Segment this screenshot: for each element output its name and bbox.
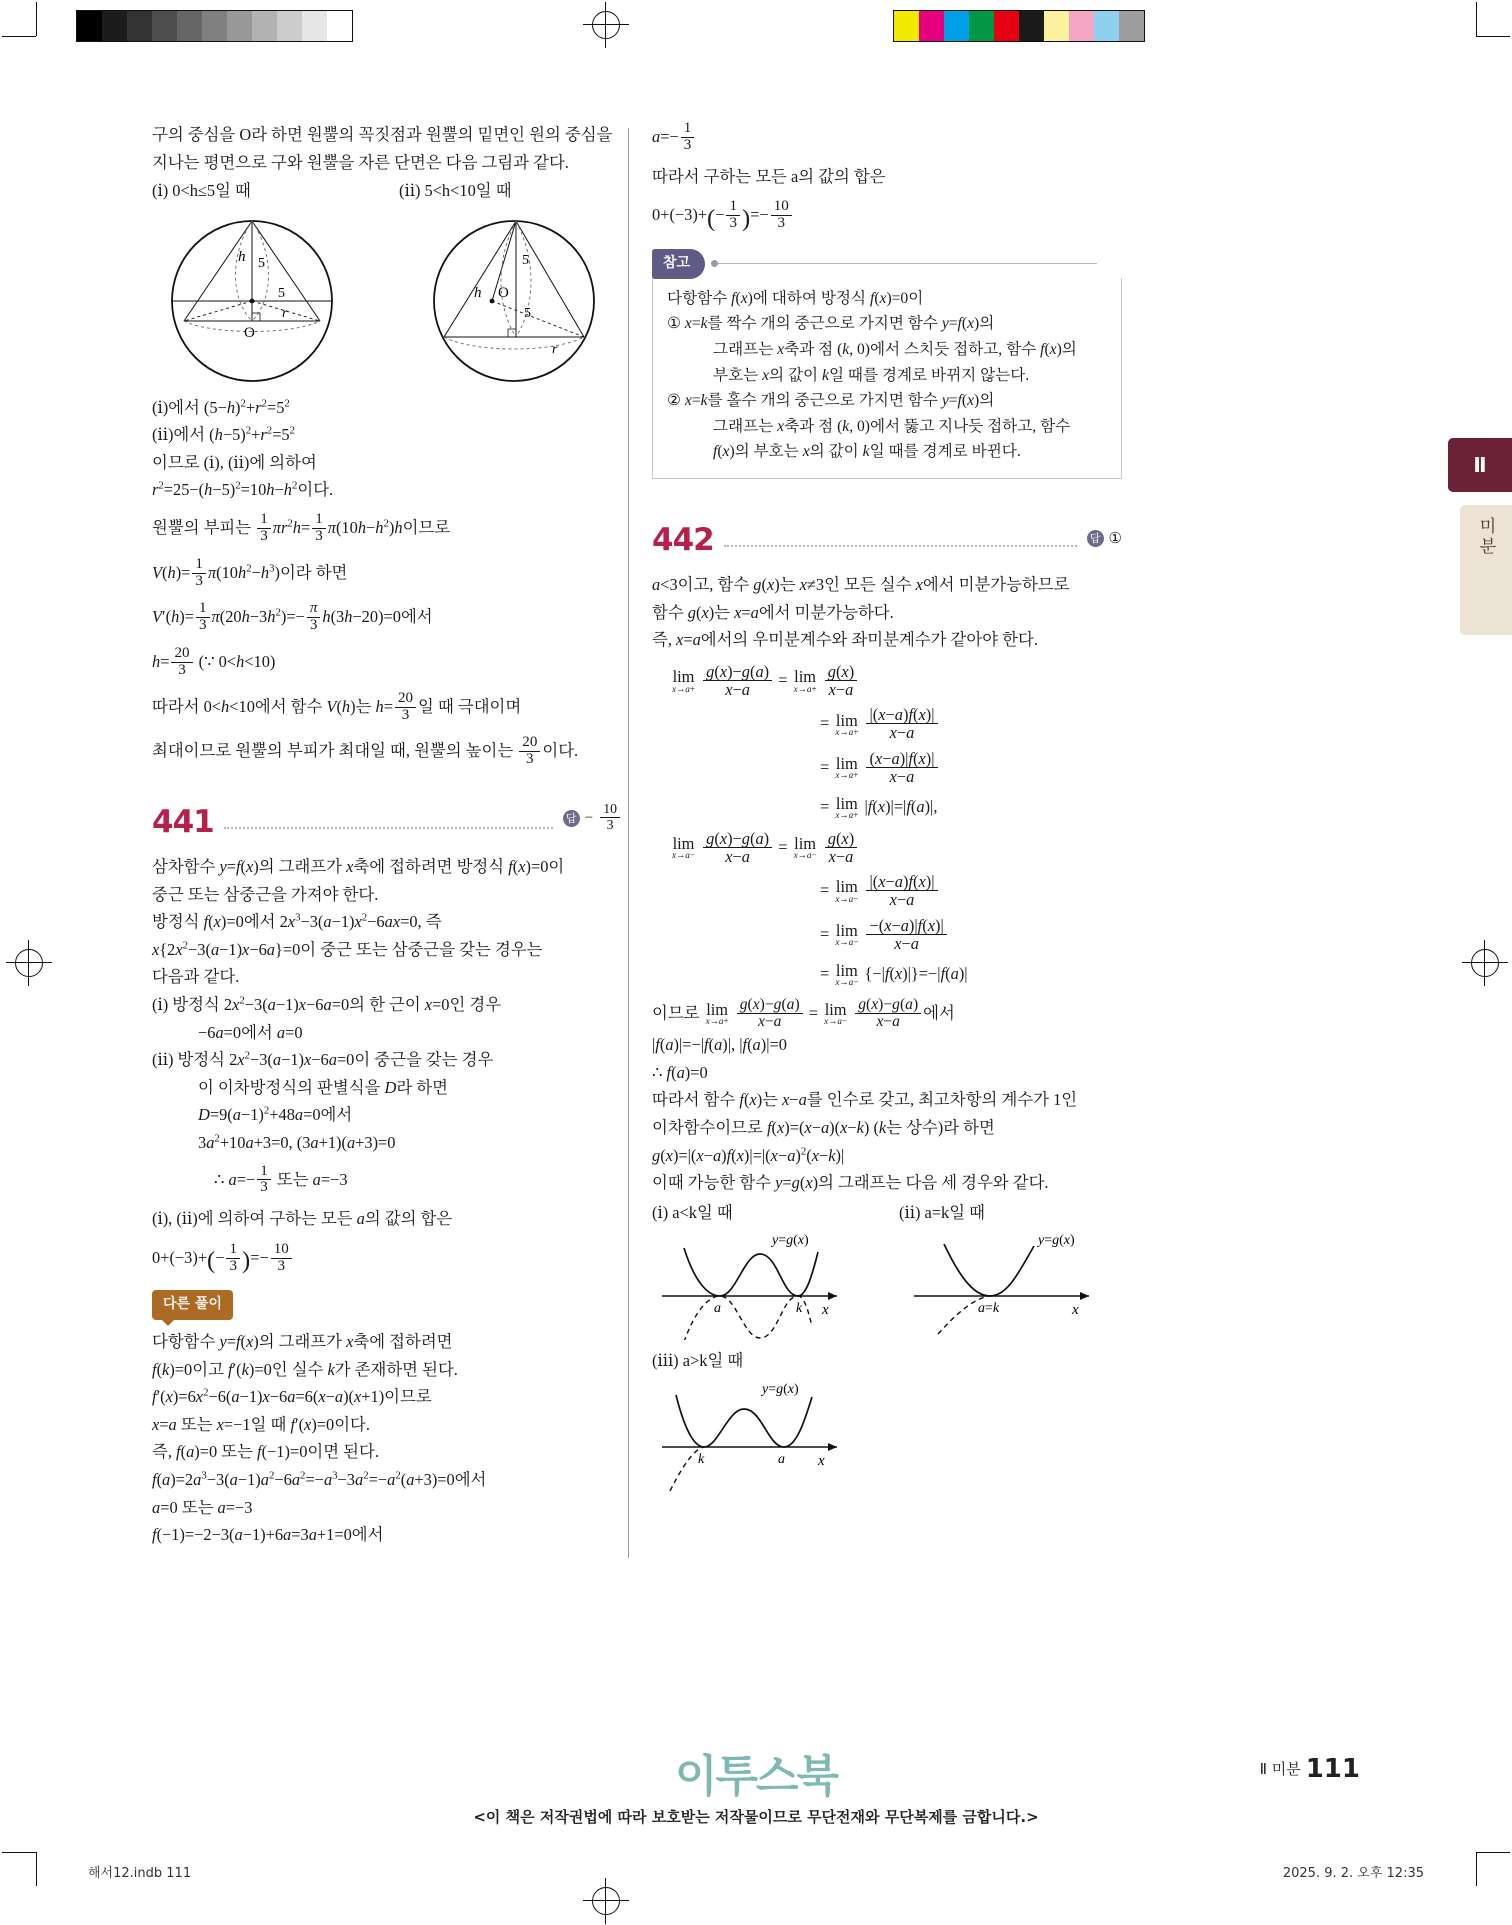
side-tab-chapter [1448, 438, 1512, 492]
tip-item-1-line-3: 부호는 x의 값이 k일 때를 경계로 바뀌지 않는다. [713, 366, 1030, 384]
right-column [652, 122, 1122, 1500]
svg-text:5: 5 [524, 305, 531, 321]
figure-case-ii [404, 209, 632, 389]
alt-solution-tag-wrap [152, 1290, 622, 1320]
page-number-block [1260, 1754, 1360, 1784]
q441-line-2: 중근 또는 삼중근을 가져야 한다. [152, 884, 379, 904]
derivation-line-10: 최대이므로 원뿔의 부피가 최대일 때, 원뿔의 높이는 $\frac{20}{3}$ 이다. [152, 734, 579, 768]
intro-line-2: 지나는 평면으로 구와 원뿔을 자른 단면은 다음 그림과 같다. [152, 152, 569, 172]
derivation-line-2: (ⅱ)에서 $(h-5)^2+r^2=5^2$ [152, 424, 296, 445]
svg-text:h: h [474, 284, 482, 301]
tip-body [652, 278, 1122, 479]
tip-tag: 참고 [652, 249, 705, 279]
derivation-line-9: 따라서 0<h<10에서 함수 V(h)는 h= $\frac{20}{3}$ 일 때 극대이며 [152, 689, 522, 723]
dotted-leader-442 [724, 545, 1077, 547]
derivation-line-6: V(h)= $\frac{1}{3}$ $\pi(10h^2-h^3)$이라 하면 [152, 555, 348, 589]
q442-limit-1-line-2: = lim x→a+ $\frac{|(x-a)f(x)|}{x-a}$ [652, 707, 1122, 742]
rc-line-2: 따라서 구하는 모든 a의 값의 합은 [652, 166, 886, 186]
graph-case-label-iii: (ⅲ) a>k일 때 [652, 1351, 744, 1371]
rc-line-1: a=− $\frac{1}{3}$ [652, 122, 1122, 155]
graph-figures-row-1 [652, 1230, 1122, 1340]
q441-line-4: $x\{2x^2-3(a-1)x-6a\}=0$이 중근 또는 삼중근을 갖는 경우는 [152, 939, 543, 959]
svg-text:5: 5 [278, 285, 285, 301]
q441-alt-line-4: x=a 또는 x=−1일 때 f′(x)=0이다. [152, 1414, 370, 1434]
q441-line-7: −6a=0에서 a=0 [198, 1022, 303, 1042]
side-tab-section-label: 미분 [1475, 517, 1496, 557]
svg-text:a: a [778, 1451, 785, 1467]
q441-line-8: (ⅱ) 방정식 $2x^2-3(a-1)x-6a=0$이 중근을 갖는 경우 [152, 1049, 494, 1070]
graph-case-ii [904, 1230, 1132, 1340]
answer-icon: 답 [563, 810, 580, 827]
q441-line-3: 방정식 f(x)=0에서 $2x^3-3(a-1)x^2-6ax=0$, 즉 [152, 911, 442, 932]
indb-label: 해서12.indb 111 [88, 1866, 192, 1881]
left-column [152, 122, 622, 1550]
svg-text:a=k: a=k [978, 1301, 1000, 1317]
tip-item-2-line-2: 그래프는 x축과 점 (k, 0)에서 뚫고 지나듯 접하고, 함수 [713, 417, 1071, 435]
svg-text:y=g(x): y=g(x) [772, 1233, 809, 1249]
q441-line-5: 다음과 같다. [152, 967, 240, 987]
print-timestamp: 2025. 9. 2. 오후 12:35 [1282, 1866, 1424, 1881]
q442-limit-2-line-3: = lim x→a− $\frac{-(x-a)|f(x)|}{x-a}$ [652, 918, 1122, 953]
tip-box [652, 249, 1122, 479]
answer-icon-442: 답 [1087, 530, 1104, 547]
derivation-line-8: h= $\frac{20}{3}$ (∵ 0<h<10) [152, 645, 276, 678]
answer-numerator: 10 [603, 801, 617, 817]
svg-text:5: 5 [258, 255, 265, 271]
running-head: Ⅱ 미분 [1259, 1760, 1301, 1778]
tip-item-1-line-1: ① x=k를 짝수 개의 중근으로 가지면 함수 y=f(x)의 [667, 315, 995, 333]
svg-text:r: r [282, 305, 288, 321]
svg-text:x: x [1072, 1302, 1079, 1319]
graph-figures-row-2 [652, 1379, 1122, 1494]
q441-alt-line-1: 다항함수 y=f(x)의 그래프가 x축에 접하려면 [152, 1332, 453, 1352]
tip-item-2-line-1: ② x=k를 홀수 개의 중근으로 가지면 함수 y=f(x)의 [667, 392, 995, 410]
answer-mark-442: ① [1108, 530, 1122, 547]
derivation-line-3: 이므로 (ⅰ), (ⅱ)에 의하여 [152, 452, 317, 472]
q442-after-line-1: 이므로 lim x→a+ $\frac{g(x)-g(a)}{x-a}$ = lim x→a− $\frac{g(x)-g(a)}{x-a}$ 에서 [652, 995, 955, 1030]
cross-section-figures [152, 209, 622, 389]
q442-limit-2-line-1: lim x→a− $\frac{g(x)-g(a)}{x-a}$ = lim x→a− $\frac{g(x)}{x-a}$ [652, 831, 1122, 866]
q442-after-line-3: ∴ f(a)=0 [652, 1062, 708, 1082]
graph-case-i [652, 1230, 880, 1340]
rc-line-3: 0+(−3)+(− $\frac{1}{3}$ )=− $\frac{10}{3}$ [652, 200, 1122, 233]
q442-line-1: a<3이고, 함수 g(x)는 x≠3인 모든 실수 x에서 미분가능하므로 [652, 575, 1070, 594]
question-441-answer [563, 803, 622, 833]
q442-after-line-4: 따라서 함수 f(x)는 x−a를 인수로 갖고, 최고차항의 계수가 1인 [652, 1090, 1078, 1110]
q441-line-10: $D=9(a-1)^2+48a=0$에서 [198, 1104, 353, 1125]
q442-line-2: 함수 g(x)는 x=a에서 미분가능하다. [652, 602, 894, 622]
svg-text:x: x [818, 1452, 825, 1469]
svg-text:y=g(x): y=g(x) [1038, 1233, 1075, 1249]
q442-after-line-2: |f(a)|=−|f(a)|, |f(a)|=0 [652, 1035, 787, 1055]
q442-limit-1-line-3: = lim x→a+ $\frac{(x-a)|f(x)|}{x-a}$ [652, 751, 1122, 786]
tip-connector-line [717, 263, 1097, 264]
graph-case-iii [652, 1379, 880, 1494]
q442-limit-1-line-1: lim x→a+ $\frac{g(x)-g(a)}{x-a}$ = lim x→a+ $\frac{g(x)}{x-a}$ [652, 664, 1122, 699]
q441-line-1: 삼차함수 y=f(x)의 그래프가 x축에 접하려면 방정식 f(x)=0이 [152, 857, 565, 877]
svg-text:r: r [552, 341, 558, 357]
answer-sign: − [584, 810, 594, 826]
intro-line-1: 구의 중심을 O라 하면 원뿔의 꼭짓점과 원뿔의 밑면인 원의 중심을 [152, 125, 613, 144]
q441-alt-line-6: $f(a)=2a^3-3(a-1)a^2-6a^2=-a^3-3a^2=-a^2(a+3)=0$에서 [152, 1469, 487, 1490]
side-tab-section [1460, 505, 1512, 635]
q441-alt-line-3: $f'(x)=6x^2-6(a-1)x-6a=6(x-a)(x+1)$이므로 [152, 1386, 432, 1407]
graph-case-label-ii: (ⅱ) a=k일 때 [899, 1202, 985, 1222]
copyright-notice: <이 책은 저작권법에 따라 보호받는 저작물이므로 무단전재와 무단복제를 금합니다.> [473, 1808, 1039, 1826]
svg-text:5: 5 [522, 252, 529, 268]
question-442-answer [1087, 527, 1122, 551]
q442-after-line-7: 이때 가능한 함수 y=g(x)의 그래프는 다음 세 경우와 같다. [652, 1173, 1049, 1193]
graph-case-label-i: (ⅰ) a<k일 때 [652, 1202, 733, 1222]
dotted-leader [224, 827, 553, 829]
page-number: 111 [1305, 1754, 1360, 1784]
q442-after-line-6: $g(x)=|(x-a)f(x)|=|(x-a)^2(x-k)|$ [652, 1145, 845, 1165]
svg-text:x: x [822, 1302, 829, 1319]
svg-text:k: k [698, 1451, 705, 1467]
question-442-header [652, 522, 1122, 558]
question-441-number: 441 [152, 804, 214, 841]
q441-line-11: $3a^2+10a+3=0$, (3a+1)(a+3)=0 [198, 1132, 396, 1152]
svg-text:y=g(x): y=g(x) [762, 1381, 799, 1397]
answer-denominator: 3 [600, 817, 620, 832]
side-tab-chapter-label: Ⅱ [1473, 453, 1487, 477]
figure-case-i [152, 209, 380, 389]
q442-limit-2-line-2: = lim x→a− $\frac{|(x-a)f(x)|}{x-a}$ [652, 874, 1122, 909]
svg-text:O: O [244, 324, 255, 341]
q441-line-14: 0+(−3)+(− $\frac{1}{3}$ )=− $\frac{10}{3}$ [152, 1243, 622, 1276]
q441-line-6: (ⅰ) 방정식 $2x^2-3(a-1)x-6a=0$의 한 근이 x=0인 경우 [152, 994, 502, 1015]
tip-intro: 다항함수 f(x)에 대하여 방정식 f(x)=0이 [667, 289, 924, 307]
svg-text:k: k [796, 1301, 803, 1317]
svg-text:a: a [714, 1301, 721, 1317]
publisher-logo-text: 이투스북 [674, 1751, 837, 1802]
q442-after-line-5: 이차함수이므로 f(x)=(x−a)(x−k) (k는 상수)라 하면 [652, 1117, 995, 1137]
q441-alt-line-5: 즉, f(a)=0 또는 f(−1)=0이면 된다. [152, 1442, 379, 1462]
svg-text:h: h [238, 248, 246, 265]
q441-alt-line-8: f(−1)=−2−3(a−1)+6a=3a+1=0에서 [152, 1525, 384, 1545]
derivation-line-1: (ⅰ)에서 $(5-h)^2+r^2=5^2$ [152, 397, 290, 417]
derivation-line-7: V′(h)= $\frac{1}{3}$ $\pi(20h-3h^2)=-$ $\frac{\pi}{3}$ h(3h−20)=0에서 [152, 600, 433, 634]
q442-limit-2-line-4: = lim x→a− {−|f(x)|}=−|f(a)| [820, 960, 968, 988]
q442-line-3: 즉, x=a에서의 우미분계수와 좌미분계수가 같아야 한다. [652, 630, 1038, 650]
case-label-i: (ⅰ) 0<h≤5일 때 [152, 181, 251, 201]
derivation-line-4: $r^2=25-(h-5)^2=10h-h^2$이다. [152, 480, 334, 500]
case-label-ii: (ⅱ) 5<h<10일 때 [399, 181, 512, 201]
q441-line-9: 이 이차방정식의 판별식을 D라 하면 [198, 1077, 448, 1097]
q441-alt-line-2: f(k)=0이고 f′(k)=0인 실수 k가 존재하면 된다. [152, 1359, 458, 1379]
q441-line-13: (ⅰ), (ⅱ)에 의하여 구하는 모든 a의 값의 합은 [152, 1209, 453, 1229]
question-442-number: 442 [652, 522, 714, 558]
q442-limit-1-line-4: = lim x→a+ |f(x)|=|f(a)|, [820, 793, 938, 821]
tip-item-2-line-3: f(x)의 부호는 x의 값이 k일 때를 경계로 바뀐다. [713, 443, 1021, 461]
derivation-line-5: 원뿔의 부피는 $\frac{1}{3}$ $\pi r^2h=$ $\frac{1}{3}$ $\pi(10h-h^2)h$이므로 [152, 511, 451, 544]
tip-item-1-line-2: 그래프는 x축과 점 (k, 0)에서 스치듯 접하고, 함수 f(x)의 [713, 340, 1077, 358]
question-441-header [152, 801, 622, 841]
q441-alt-line-7: a=0 또는 a=−3 [152, 1497, 253, 1517]
q441-line-12: ∴ a=− $\frac{1}{3}$ 또는 a=−3 [214, 1162, 348, 1196]
alt-solution-tag: 다른 풀이 [152, 1290, 233, 1320]
svg-text:O: O [498, 284, 509, 301]
